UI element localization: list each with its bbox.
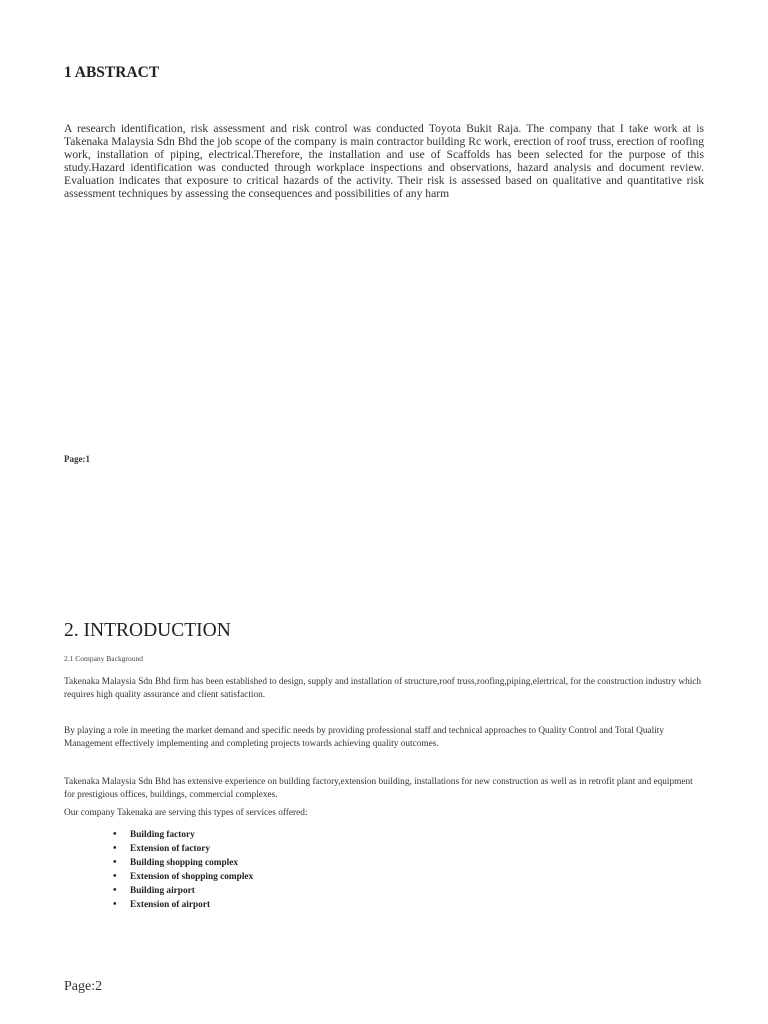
intro-paragraph-3: Takenaka Malaysia Sdn Bhd has extensive experience on building factory,extension building, installations for new construction as well as in retrofit plant and equipment for prestigious offices, buildings, commercial complexes.	[64, 777, 693, 800]
services-list	[113, 828, 253, 912]
list-item: • Building shopping complex	[113, 856, 253, 870]
list-item: • Extension of factory	[113, 842, 253, 856]
list-item: • Building factory	[113, 828, 253, 842]
services-intro: Our company Takenaka are serving this types of services offered:	[64, 808, 308, 818]
page-number-1: Page:1	[64, 454, 90, 464]
abstract-heading: 1 ABSTRACT	[64, 64, 160, 81]
list-item: • Extension of shopping complex	[113, 870, 253, 884]
abstract-paragraph: A research identification, risk assessment and risk control was conducted Toyota Bukit Raja. The company that I take work at is Takenaka Malaysia Sdn Bhd the job scope of the company is main contractor building Rc work, erection of roof truss, erection of roofing work, installation of piping, electrical.Therefore, the installation and use of Scaffolds has been selected for the purpose of this study.Hazard identification was conducted through workplace inspections and observations, hazard analysis and document review. Evaluation indicates that exposure to critical hazards of the activity. Their risk is assessed based on qualitative and quantitative risk assessment techniques by assessing the consequences and possibilities of any harm	[64, 122, 704, 201]
intro-paragraph-2: By playing a role in meeting the market demand and specific needs by providing professional staff and technical approaches to Quality Control and Total Quality Management effectively implementing and completing projects towards achieving quality outcomes.	[64, 726, 665, 749]
list-item: • Extension of airport	[113, 898, 253, 912]
introduction-heading: 2. INTRODUCTION	[64, 620, 231, 641]
list-item: • Building airport	[113, 884, 253, 898]
page-number-2: Page:2	[64, 979, 103, 994]
company-background-subheading: 2.1 Company Background	[64, 654, 143, 663]
intro-paragraph-1: Takenaka Malaysia Sdn Bhd firm has been established to design, supply and installation of structure,roof truss,roofing,piping,elertrical, for the construction industry which requires high quality assurance and client satisfaction.	[64, 677, 702, 700]
